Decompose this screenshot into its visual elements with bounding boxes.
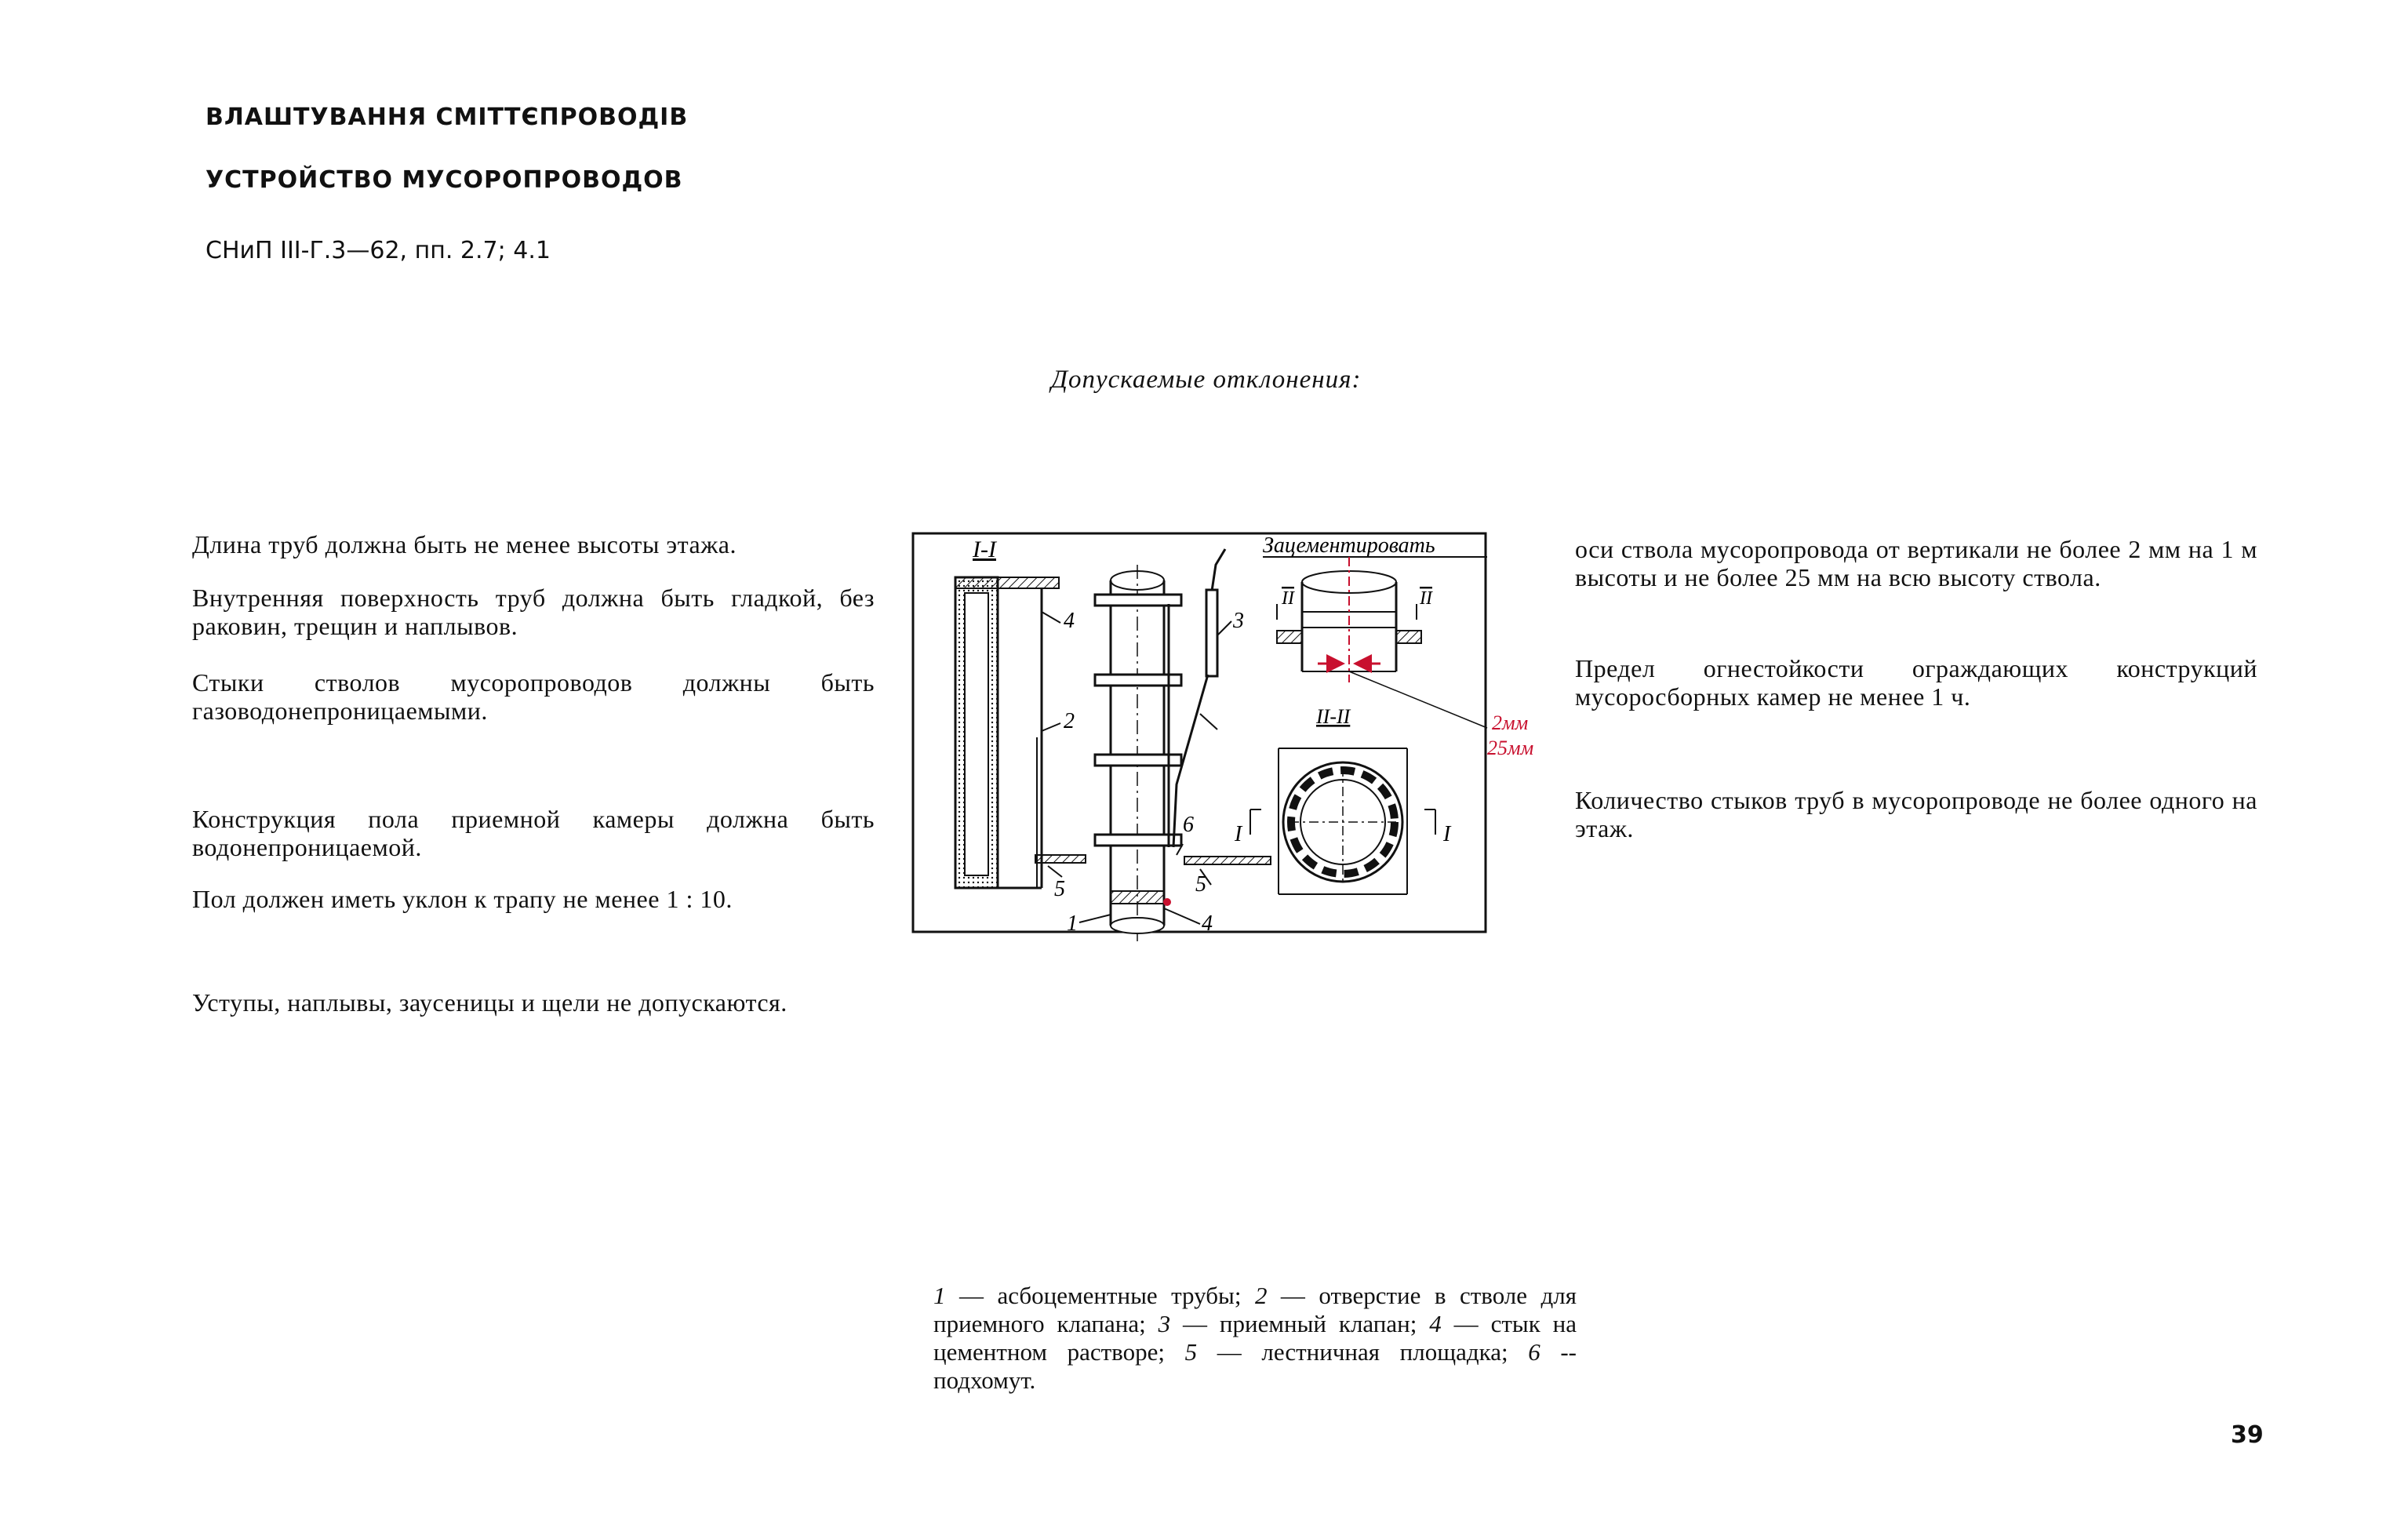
caption-num-4: 4 [1429,1310,1442,1337]
svg-text:4: 4 [1064,609,1075,633]
svg-text:5: 5 [1195,872,1206,897]
svg-text:I: I [1235,822,1242,846]
left-column [192,530,875,1017]
section-1-label: I-I [973,537,996,562]
caption-num-2: 2 [1254,1282,1268,1309]
chute-elevation [1035,549,1271,941]
svg-text:II: II [1420,588,1432,609]
paragraph-joint-count: Количество стыков труб в мусоропроводе не более одного на этаж. [1575,786,2257,842]
snip-reference: СНиП III-Г.3—62, пп. 2.7; 4.1 [206,237,551,264]
title-russian: УСТРОЙСТВО МУСОРОПРОВОДОВ [206,166,683,194]
svg-text:4: 4 [1202,911,1213,936]
svg-text:1: 1 [1067,911,1078,936]
page-number: 39 [2231,1421,2264,1449]
paragraph-pipe-length: Длина труб должна быть не менее высоты этажа. [192,530,737,558]
paragraph-floor-construction: Конструкция пола приемной камеры должна быть водонепроницаемой. [192,805,875,861]
right-column [1575,535,2257,842]
cementing-detail [1263,533,1533,759]
caption-num-3: 3 [1158,1310,1171,1337]
paragraph-inner-surface: Внутренняя поверхность труб должна быть гладкой, без раковин, трещин и наплывов. [192,584,875,640]
svg-text:II: II [1282,588,1294,609]
paragraph-fire-resistance: Предел огнестойкости ограждающих конструкций мусоросборных камер не менее 1 ч. [1575,654,2257,711]
garbage-chute-diagram [910,518,1569,941]
section-2-drawing [1234,705,1452,894]
title-ukrainian: ВЛАШТУВАННЯ СМІТТЄПРОВОДІВ [206,104,689,131]
svg-text:5: 5 [1054,877,1065,901]
svg-text:I: I [1443,822,1451,846]
caption-num-1: 1 [933,1282,946,1309]
tolerance-25mm: 25мм [1487,737,1534,759]
section-1-drawing [955,537,1075,888]
svg-text:2: 2 [1064,709,1075,733]
paragraph-no-defects: Уступы, наплывы, заусеницы и щели не допускаются. [192,988,788,1017]
cement-note: Зацементировать [1263,533,1435,558]
section-2-label: II-II [1316,705,1351,728]
tolerance-2mm: 2мм [1492,711,1529,734]
paragraph-axis-deviation: оси ствола мусоропровода от вертикали не более 2 мм на 1 м высоты и не более 25 мм на всю высоту ствола. [1575,535,2257,591]
paragraph-floor-slope: Пол должен иметь уклон к трапу не менее 1 : 10. [192,885,733,913]
caption-num-6: 6 [1528,1338,1540,1366]
svg-text:6: 6 [1183,813,1194,837]
figure-caption: 1 — асбоцементные трубы; 2 — отверстие в стволе для приемного клапана; 3 — приемный клапан; 4 — стык на цементном растворе; 5 — лестничная площадка; 6 -- подхомут. [933,1282,1577,1394]
paragraph-joints: Стыки стволов мусоропроводов должны быть газоводонепроницаемыми. [192,668,875,725]
svg-text:3: 3 [1233,609,1244,633]
section-title: Допускаемые отклонения: [1051,366,1362,394]
caption-num-5: 5 [1184,1338,1198,1366]
